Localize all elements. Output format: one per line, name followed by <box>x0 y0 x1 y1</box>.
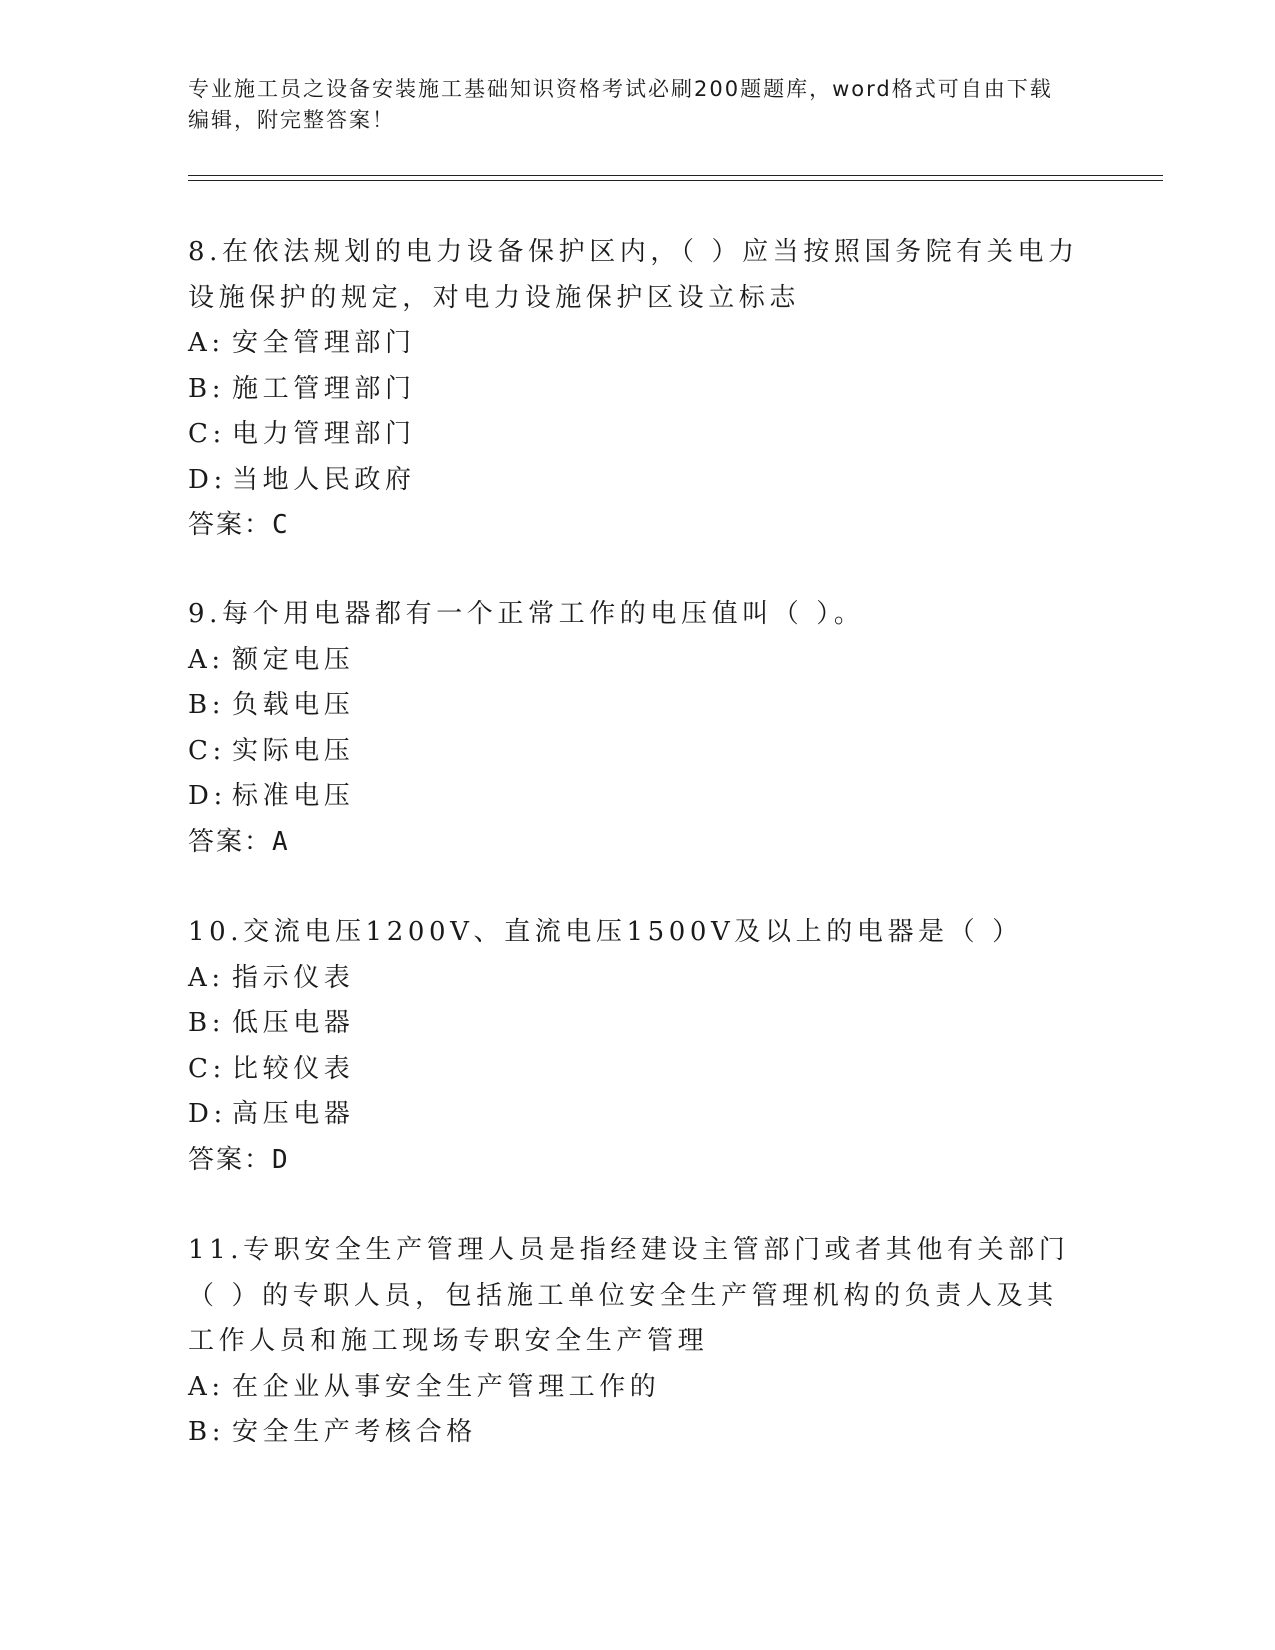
option-text: 电力管理部门 <box>232 419 416 449</box>
option-text: 比较仪表 <box>232 1053 355 1084</box>
option-c <box>188 729 1088 775</box>
answer-line <box>188 820 1088 866</box>
option-text: 在企业从事安全生产管理工作的 <box>232 1371 661 1402</box>
question-stem: 8.在依法规划的电力设备保护区内，（ ）应当按照国务院有关电力设施保护的规定，对电力设施保护区设立标志 <box>188 237 1079 313</box>
option-key: A: <box>188 328 225 358</box>
option-d <box>188 1092 1088 1138</box>
option-text: 安全生产考核合格 <box>232 1417 477 1447</box>
option-a <box>188 638 1088 684</box>
document-header: 专业施工员之设备安装施工基础知识资格考试必刷200题题库，word格式可自由下载编辑，附完整答案！ <box>188 77 1053 132</box>
option-key: C: <box>188 1053 226 1084</box>
option-key: D: <box>188 464 227 495</box>
question-9 <box>188 592 1088 865</box>
option-key: B: <box>188 1008 226 1038</box>
option-text: 施工管理部门 <box>232 373 416 404</box>
option-text: 高压电器 <box>232 1099 355 1129</box>
option-text: 额定电压 <box>232 644 355 675</box>
answer-label: 答案： <box>188 1144 273 1175</box>
question-stem: 10.交流电压1200V、直流电压1500V及以上的电器是（ ） <box>188 917 1023 947</box>
option-text: 安全管理部门 <box>232 328 416 358</box>
option-key: A: <box>188 644 225 675</box>
question-stem: 9.每个用电器都有一个正常工作的电压值叫（ ）。 <box>188 599 865 629</box>
answer-line <box>188 1138 1088 1184</box>
option-a <box>188 1365 1088 1411</box>
option-a <box>188 956 1088 1002</box>
option-text: 当地人民政府 <box>232 464 416 495</box>
answer-label: 答案： <box>188 826 273 857</box>
question-11 <box>188 1228 1088 1456</box>
option-text: 指示仪表 <box>232 962 355 993</box>
question-8 <box>188 230 1088 549</box>
option-text: 实际电压 <box>232 735 355 766</box>
option-key: B: <box>188 373 226 404</box>
option-b <box>188 683 1088 729</box>
option-text: 标准电压 <box>232 781 355 811</box>
option-key: A: <box>188 1371 225 1402</box>
option-b <box>188 1410 1088 1456</box>
option-key: D: <box>188 1099 227 1129</box>
answer-label: 答案： <box>188 510 273 540</box>
option-d <box>188 774 1088 820</box>
answer-value: D <box>272 1144 288 1175</box>
option-key: C: <box>188 419 226 449</box>
option-c <box>188 412 1088 458</box>
option-text: 负载电压 <box>232 690 355 720</box>
answer-line <box>188 503 1088 549</box>
question-10 <box>188 910 1088 1183</box>
question-stem: 11.专职安全生产管理人员是指经建设主管部门或者其他有关部门（ ）的专职人员，包括施工单位安全生产管理机构的负责人及其工作人员和施工现场专职安全生产管理 <box>188 1235 1070 1356</box>
header-divider-top <box>188 175 1163 176</box>
option-b <box>188 1001 1088 1047</box>
option-key: B: <box>188 1417 226 1447</box>
option-key: D: <box>188 781 227 811</box>
option-b <box>188 367 1088 413</box>
answer-value: A <box>272 826 288 857</box>
option-key: B: <box>188 690 226 720</box>
header-divider-bottom <box>188 180 1163 181</box>
option-text: 低压电器 <box>232 1008 355 1038</box>
option-key: C: <box>188 735 226 766</box>
answer-value: C <box>272 510 288 540</box>
option-c <box>188 1047 1088 1093</box>
option-key: A: <box>188 962 225 993</box>
option-a <box>188 321 1088 367</box>
option-d <box>188 458 1088 504</box>
